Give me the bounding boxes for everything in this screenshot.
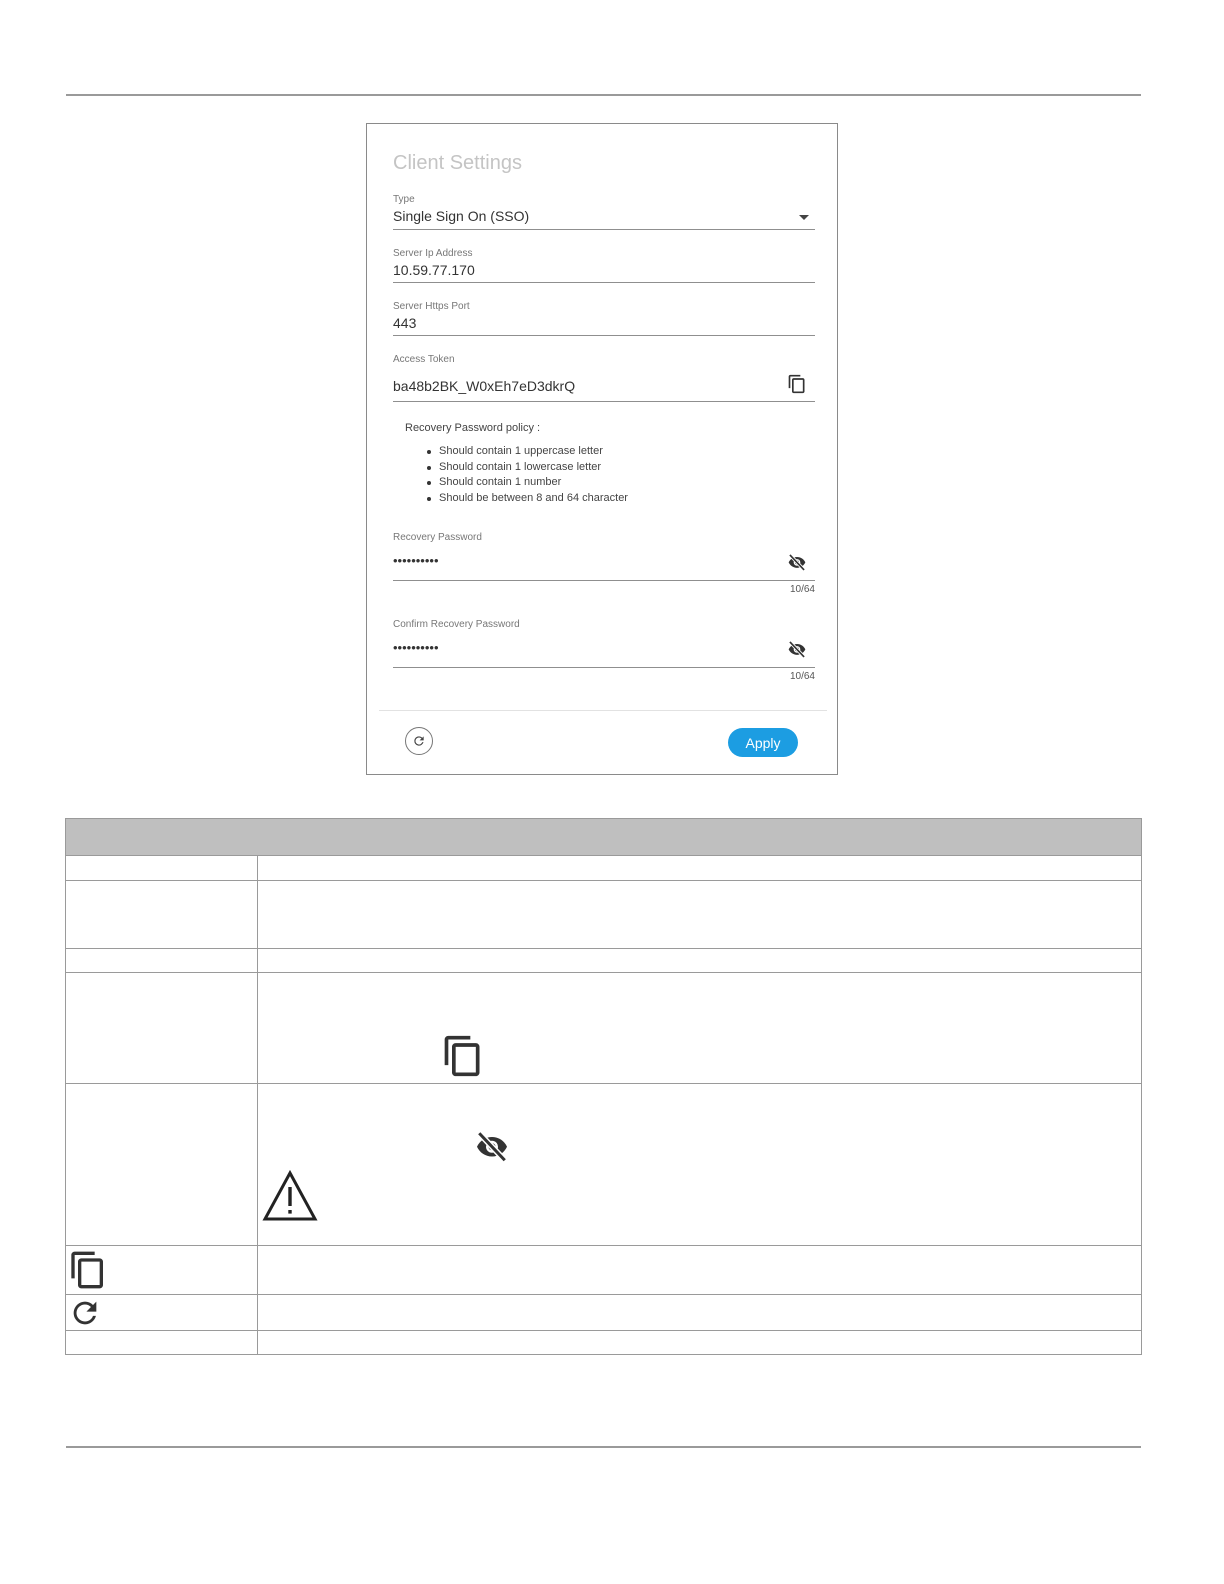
access-token-label: Access Token (393, 354, 455, 365)
table-cell (66, 1295, 258, 1330)
field-underline (393, 282, 815, 283)
eye-off-icon[interactable] (787, 639, 807, 659)
table-row (66, 1246, 1141, 1295)
confirm-password-field[interactable] (393, 619, 815, 685)
table-row (66, 881, 1141, 949)
apply-button[interactable]: Apply (728, 728, 798, 757)
server-port-field[interactable] (393, 301, 815, 337)
field-underline (393, 335, 815, 336)
table-cell (66, 949, 258, 972)
table-row (66, 949, 1141, 973)
access-token-field[interactable] (393, 354, 815, 404)
table-header (66, 819, 1141, 856)
table-row (66, 856, 1141, 881)
field-underline (393, 401, 815, 402)
table-cell (66, 1331, 258, 1354)
server-ip-field[interactable] (393, 248, 815, 284)
type-value: Single Sign On (SSO) (393, 208, 530, 224)
table-cell (258, 1084, 1141, 1245)
character-counter: 10/64 (789, 584, 815, 595)
recovery-password-label: Recovery Password (393, 532, 482, 543)
copy-icon (68, 1248, 108, 1292)
table-cell (66, 1084, 258, 1245)
type-select[interactable] (393, 194, 815, 230)
refresh-icon (412, 734, 426, 748)
policy-item: Should be between 8 and 64 character (439, 491, 805, 507)
table-cell (66, 881, 258, 948)
copy-icon[interactable] (787, 374, 807, 394)
footer-rule (66, 1446, 1141, 1448)
confirm-password-label: Confirm Recovery Password (393, 619, 520, 630)
server-ip-value[interactable]: 10.59.77.170 (393, 262, 475, 278)
policy-item: Should contain 1 lowercase letter (439, 460, 805, 476)
field-underline (393, 229, 815, 230)
table-cell (258, 1331, 1141, 1354)
table-cell (258, 856, 1141, 880)
chevron-down-icon[interactable] (799, 215, 809, 220)
server-ip-label: Server Ip Address (393, 248, 473, 259)
table-cell (258, 881, 1141, 948)
type-label: Type (393, 194, 415, 205)
access-token-value[interactable]: ba48b2BK_W0xEh7eD3dkrQ (393, 378, 576, 394)
character-counter: 10/64 (789, 671, 815, 682)
table-row (66, 1084, 1141, 1246)
client-settings-dialog (366, 123, 838, 775)
eye-off-icon (472, 1128, 512, 1164)
description-table (65, 818, 1142, 1355)
password-policy (405, 422, 805, 506)
field-underline (393, 667, 815, 668)
confirm-password-value[interactable]: •••••••••• (393, 640, 439, 655)
table-row (66, 1331, 1141, 1354)
table-cell (66, 973, 258, 1083)
policy-item: Should contain 1 uppercase letter (439, 444, 805, 460)
table-cell (258, 1295, 1141, 1330)
table-row (66, 1295, 1141, 1331)
footer-divider (379, 710, 827, 711)
reset-button[interactable] (405, 727, 433, 755)
policy-item: Should contain 1 number (439, 475, 805, 491)
header-rule (66, 94, 1141, 96)
copy-icon (441, 1032, 485, 1080)
table-cell (66, 1246, 258, 1294)
table-cell (258, 1246, 1141, 1294)
table-cell (66, 856, 258, 880)
table-cell (258, 949, 1141, 972)
dialog-title: Client Settings (393, 152, 522, 174)
warning-icon (262, 1170, 318, 1222)
refresh-icon (68, 1296, 102, 1330)
field-underline (393, 580, 815, 581)
recovery-password-value[interactable]: •••••••••• (393, 553, 439, 568)
eye-off-icon[interactable] (787, 552, 807, 572)
table-row (66, 973, 1141, 1084)
policy-heading: Recovery Password policy : (405, 422, 541, 434)
table-cell (258, 973, 1141, 1083)
recovery-password-field[interactable] (393, 532, 815, 598)
server-port-value[interactable]: 443 (393, 315, 417, 331)
server-port-label: Server Https Port (393, 301, 470, 312)
